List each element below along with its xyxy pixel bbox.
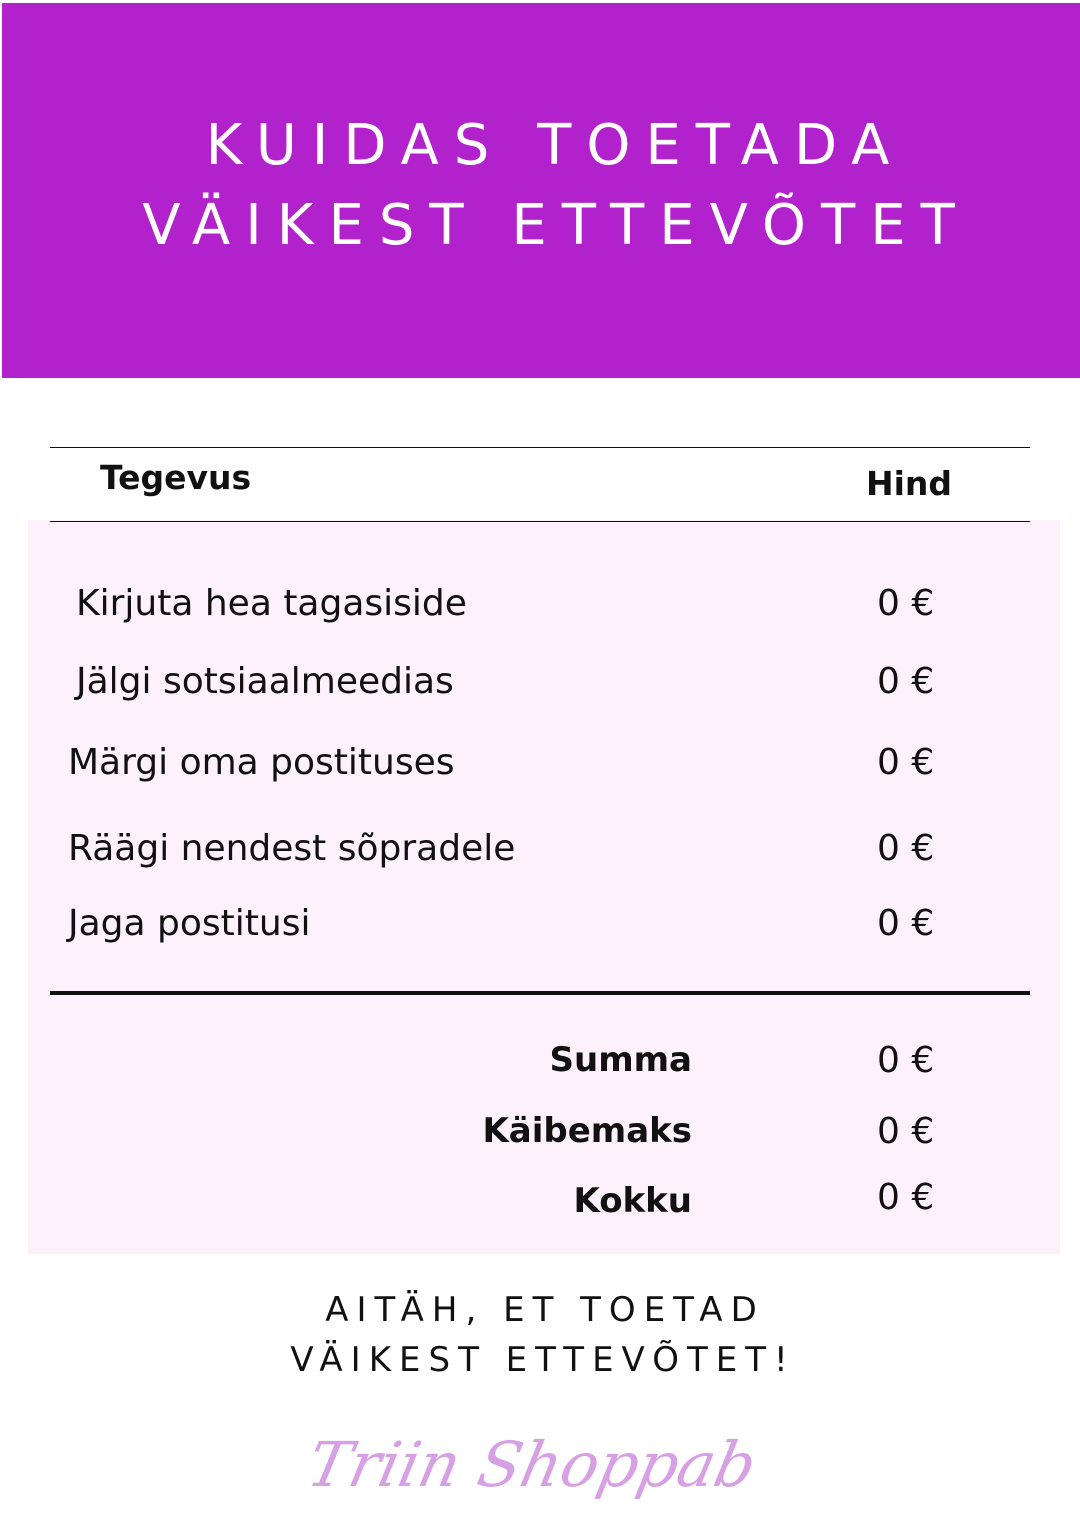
total-label-vat: Käibemaks [482, 1111, 692, 1151]
row-price: 0 € [877, 742, 935, 783]
row-activity: Jaga postitusi [68, 903, 311, 944]
column-header-price: Hind [866, 464, 953, 503]
header-banner [2, 3, 1080, 378]
table-top-rule [50, 447, 1030, 448]
signature-text: Triin Shoppab [301, 1428, 763, 1501]
column-header-activity: Tegevus [100, 458, 252, 497]
total-price-summa: 0 € [877, 1040, 935, 1081]
row-activity: Jälgi sotsiaalmeedias [76, 661, 454, 702]
row-price: 0 € [877, 583, 935, 624]
totals-divider [50, 991, 1030, 995]
row-price: 0 € [877, 828, 935, 869]
thank-you-line-1: AITÄH, ET TOETAD [325, 1290, 765, 1330]
row-price: 0 € [877, 661, 935, 702]
row-activity: Räägi nendest sõpradele [68, 828, 516, 869]
row-price: 0 € [877, 903, 935, 944]
total-price-kokku: 0 € [877, 1177, 935, 1218]
page-title-line-1: KUIDAS TOETADA [205, 113, 905, 178]
signature-logo [0, 1418, 1080, 1518]
row-activity: Märgi oma postituses [68, 742, 455, 783]
total-label-summa: Summa [549, 1040, 692, 1080]
table-header-rule [50, 521, 1030, 522]
total-label-kokku: Kokku [573, 1181, 692, 1221]
row-activity: Kirjuta hea tagasiside [76, 583, 467, 624]
page-title-line-2: VÄIKEST ETTEVÕTET [142, 193, 970, 258]
total-price-vat: 0 € [877, 1111, 935, 1152]
thank-you-line-2: VÄIKEST ETTEVÕTET! [290, 1340, 796, 1380]
